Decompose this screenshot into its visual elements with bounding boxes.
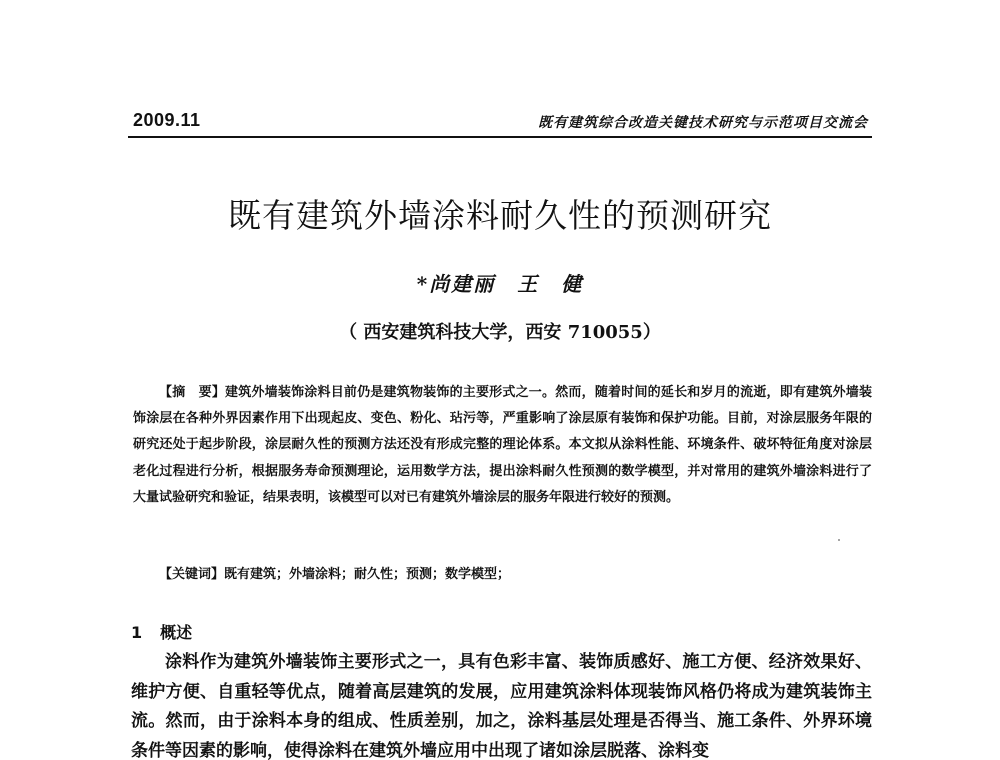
abstract <box>133 380 872 511</box>
section-number: 1 <box>131 623 143 642</box>
paper-affiliation: （ 西安建筑科技大学，西安 710055） <box>339 322 661 343</box>
section-body <box>131 648 872 760</box>
section-body-text: 涂料作为建筑外墙装饰主要形式之一，具有色彩丰富、装饰质感好、施工方便、经济效果好、维护方便、自重轻等优点，随着高层建筑的发展，应用建筑涂料体现装饰风格仍将成为建筑装饰主流。然而，由于涂料本身的组成、性质差别，加之，涂料基层处理是否得当、施工条件、外界环境条件等因素的影响，使得涂料在建筑外墙应用中出现了诸如涂层脱落、涂料变 <box>131 652 872 760</box>
paper-title: 既有建筑外墙涂料耐久性的预测研究 <box>228 196 772 235</box>
scan-speck <box>838 539 840 541</box>
header-rule <box>128 136 872 138</box>
paper-authors: *尚建丽 王 健 <box>416 272 584 296</box>
abstract-text: 建筑外墙装饰涂料目前仍是建筑物装饰的主要形式之一。然而，随着时间的延长和岁月的流逝，即有建筑外墙装饰涂层在各种外界因素作用下出现起皮、变色、粉化、玷污等，严重影响了涂层原有装饰和保护功能。目前，对涂层服务年限的研究还处于起步阶段，涂层耐久性的预测方法还没有形成完整的理论体系。本文拟从涂料性能、环境条件、破坏特征角度对涂层老化过程进行分析，根据服务寿命预测理论，运用数学方法，提出涂料耐久性预测的数学模型，并对常用的建筑外墙涂料进行了大量试验研究和验证，结果表明，该模型可以对已有建筑外墙涂层的服务年限进行较好的预测。 <box>133 385 872 505</box>
abstract-label: 【摘 要】 <box>159 385 226 400</box>
keywords <box>159 563 872 582</box>
section-heading <box>131 620 192 643</box>
keywords-text: 既有建筑；外墙涂料；耐久性；预测；数学模型； <box>224 567 511 582</box>
header-date: 2009.11 <box>133 110 201 130</box>
keywords-label: 【关键词】 <box>159 567 225 582</box>
section-title: 概述 <box>160 623 193 642</box>
header-journal-name: 既有建筑综合改造关键技术研究与示范项目交流会 <box>538 115 868 131</box>
